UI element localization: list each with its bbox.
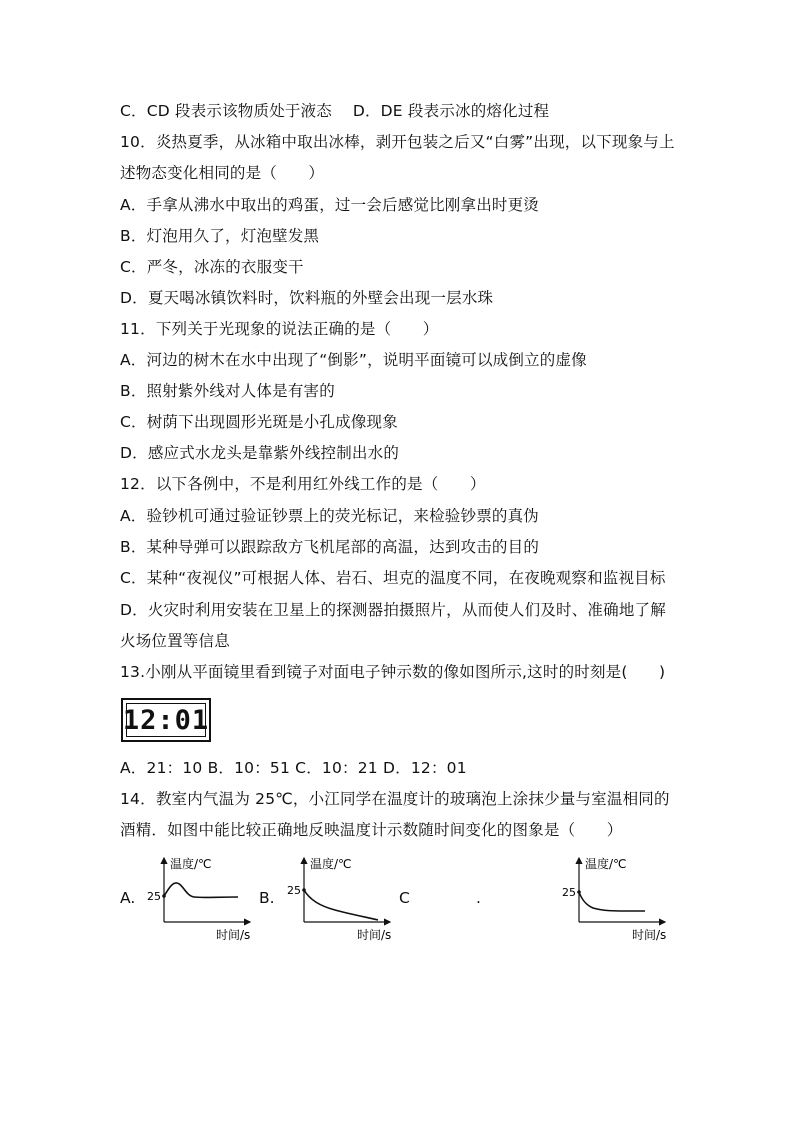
graph-c-label: C	[399, 889, 410, 907]
q12-option-c: C．某种“夜视仪”可根据人体、岩石、坦克的温度不同，在夜晚观察和监视目标	[120, 569, 666, 587]
q11-stem: 11．下列关于光现象的说法正确的是（ ）	[120, 320, 439, 338]
graph-d-curve	[579, 892, 645, 911]
q11-option-a: A．河边的树木在水中出现了“倒影”，说明平面镜可以成倒立的虚像	[120, 351, 587, 369]
q14-stem: 14．教室内气温为 25℃，小江同学在温度计的玻璃泡上涂抹少量与室温相同的	[120, 790, 670, 808]
graph-d-dot: .	[476, 889, 481, 907]
graph-d-y-label: 温度/℃	[585, 857, 627, 871]
q12-stem: 12．以下各例中，不是利用红外线工作的是（ ）	[120, 475, 486, 493]
graph-b	[280, 850, 405, 945]
graph-b-y-label: 温度/℃	[310, 857, 352, 871]
graph-a-y-tick: 25	[147, 890, 161, 903]
q10-stem: 10．炎热夏季，从冰箱中取出冰棒，剥开包装之后又“白雾”出现，以下现象与上	[120, 133, 675, 151]
q13-options: A．21：10 B．10：51 C．10：21 D．12：01	[120, 759, 467, 777]
q12-option-a: A．验钞机可通过验证钞票上的荧光标记，来检验钞票的真伪	[120, 507, 540, 525]
q14-stem-cont: 酒精．如图中能比较正确地反映温度计示数随时间变化的图象是（ ）	[120, 821, 623, 839]
graph-d	[555, 850, 680, 945]
graph-a	[140, 850, 265, 945]
q12-option-d: D．火灾时利用安装在卫星上的探测器拍摄照片，从而使人们及时、准确地了解	[120, 601, 666, 619]
graph-a-y-label: 温度/℃	[170, 857, 212, 871]
q12-option-b: B．某种导弹可以跟踪敌方飞机尾部的高温，达到攻击的目的	[120, 538, 540, 556]
clock-digits: 12:01	[122, 704, 210, 736]
q13-stem: 13.小刚从平面镜里看到镜子对面电子钟示数的像如图所示,这时的时刻是( )	[120, 663, 666, 681]
q12-option-d-cont: 火场位置等信息	[120, 632, 230, 650]
q10-option-d: D．夏天喝冰镇饮料时，饮料瓶的外壁会出现一层水珠	[120, 289, 494, 307]
graph-a-x-label: 时间/s	[216, 928, 251, 942]
q10-option-c: C．严冬，冰冻的衣服变干	[120, 258, 304, 276]
q11-option-b: B．照射紫外线对人体是有害的	[120, 382, 335, 400]
graph-a-label: A.	[120, 889, 136, 907]
q9-option-cd: C．CD 段表示该物质处于液态 D．DE 段表示冰的熔化过程	[120, 102, 550, 120]
graph-a-curve	[164, 883, 238, 898]
mirrored-clock-figure	[121, 698, 211, 742]
graph-b-x-label: 时间/s	[357, 928, 392, 942]
q11-option-d: D．感应式水龙头是靠紫外线控制出水的	[120, 444, 400, 462]
clock-screen	[122, 703, 210, 737]
q10-option-a: A．手拿从沸水中取出的鸡蛋，过一会后感觉比刚拿出时更烫	[120, 196, 540, 214]
graph-b-curve	[304, 890, 378, 920]
graph-d-y-tick: 25	[562, 886, 576, 899]
graph-b-label: B.	[259, 889, 275, 907]
graph-b-y-tick: 25	[287, 884, 301, 897]
q11-option-c: C．树荫下出现圆形光斑是小孔成像现象	[120, 413, 398, 431]
graph-d-x-label: 时间/s	[632, 928, 667, 942]
q10-option-b: B．灯泡用久了，灯泡壁发黑	[120, 227, 320, 245]
q10-stem-cont: 述物态变化相同的是（ ）	[120, 164, 325, 182]
